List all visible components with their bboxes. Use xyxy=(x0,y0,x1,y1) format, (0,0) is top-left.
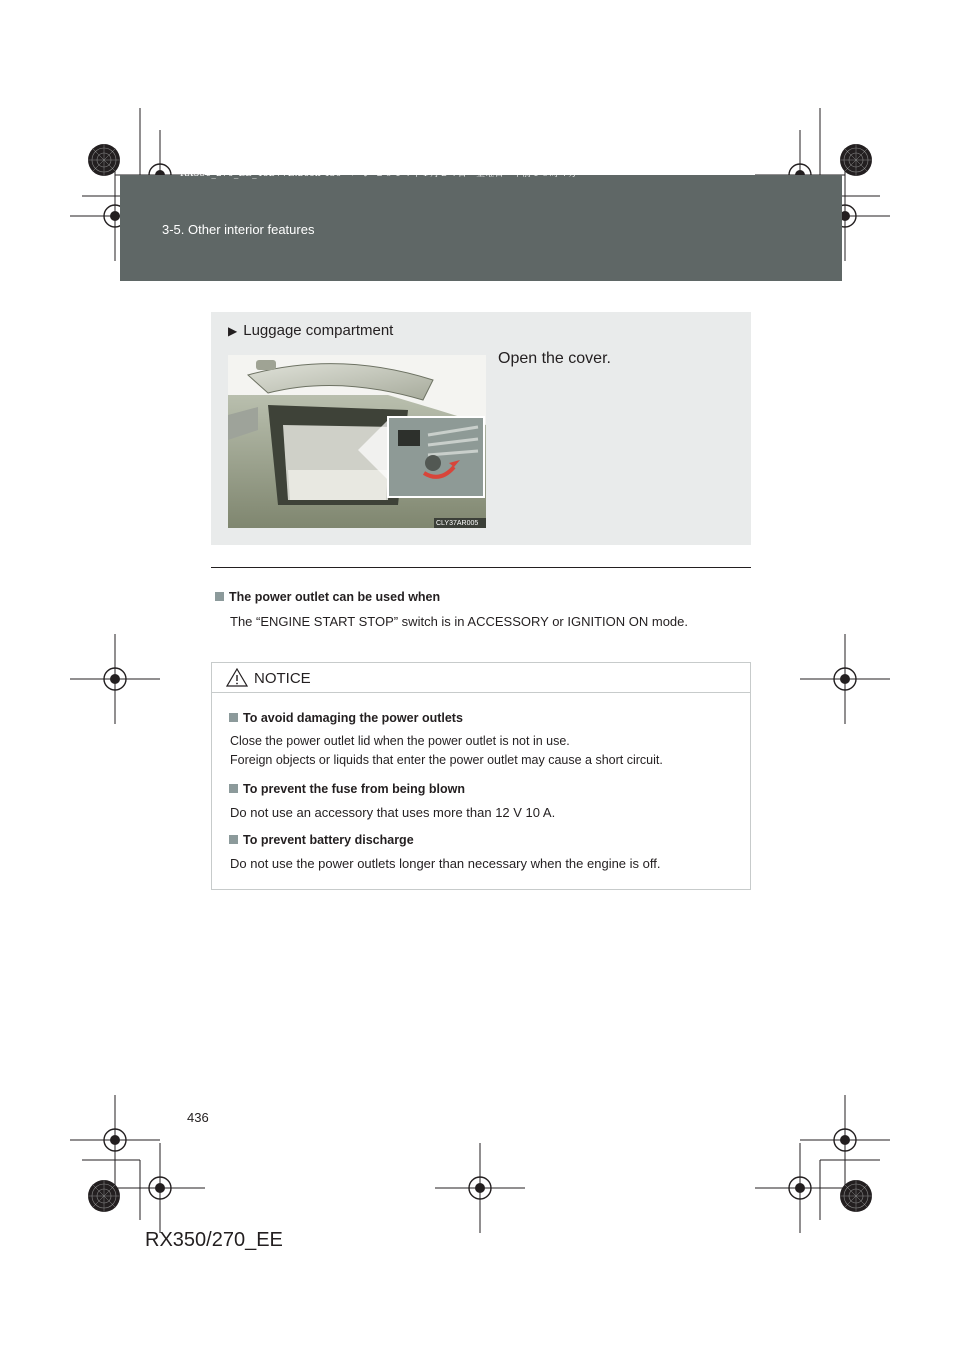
triangle-bullet-icon: ▶ xyxy=(228,324,238,338)
notice-line: Do not use the power outlets longer than necessary when the engine is off. xyxy=(230,856,661,871)
warning-triangle-icon xyxy=(226,668,248,687)
crosshair-icon xyxy=(115,1143,205,1233)
notice-item-text xyxy=(230,732,663,770)
crosshair-icon xyxy=(800,634,890,724)
notice-line: Foreign objects or liquids that enter the power outlet may cause a short circuit. xyxy=(230,753,663,767)
square-bullet-icon xyxy=(215,592,224,601)
info-text: The “ENGINE START STOP” switch is in ACCESSORY or IGNITION ON mode. xyxy=(230,614,689,629)
image-code: CLY37AR005 xyxy=(436,520,479,527)
crosshair-icon xyxy=(70,1095,160,1185)
notice-item xyxy=(229,831,414,849)
notice-item xyxy=(229,709,463,727)
square-bullet-icon xyxy=(229,713,238,722)
model-code: RX350/270_EE xyxy=(145,1229,283,1251)
square-bullet-icon xyxy=(229,835,238,844)
notice-item-text xyxy=(230,854,660,873)
notice-item-heading: To prevent the fuse from being blown xyxy=(243,782,465,796)
notice-item-heading: To avoid damaging the power outlets xyxy=(243,711,463,725)
info-heading-row xyxy=(215,588,440,606)
notice-line: Do not use an accessory that uses more than 12 V 10 A. xyxy=(230,805,556,820)
panel-heading xyxy=(228,322,393,339)
notice-line: Close the power outlet lid when the power outlet is not in use. xyxy=(230,734,570,748)
crosshair-icon xyxy=(800,1095,890,1185)
crosshair-icon xyxy=(435,1143,525,1233)
section-title: 3-5. Other interior features xyxy=(162,222,315,237)
panel-heading-text: Luggage compartment xyxy=(243,322,394,339)
notice-box xyxy=(211,662,751,890)
info-heading: The power outlet can be used when xyxy=(229,590,441,604)
panel-instruction: Open the cover. xyxy=(498,350,611,367)
luggage-compartment-illustration xyxy=(228,355,486,528)
notice-label: NOTICE xyxy=(254,670,311,687)
notice-item xyxy=(229,780,465,798)
notice-item-text xyxy=(230,803,555,822)
crosshair-icon xyxy=(70,634,160,724)
section-divider xyxy=(211,567,751,568)
crosshair-icon xyxy=(755,1143,845,1233)
page-number: 436 xyxy=(187,1110,209,1125)
notice-header xyxy=(212,663,750,693)
notice-item-heading: To prevent battery discharge xyxy=(243,833,414,847)
print-info-line: RX350_270_EE_48D77E.book 436 ページ ２０１４年１月２４日 金曜日 午前１０時４分 xyxy=(180,169,578,179)
square-bullet-icon xyxy=(229,784,238,793)
